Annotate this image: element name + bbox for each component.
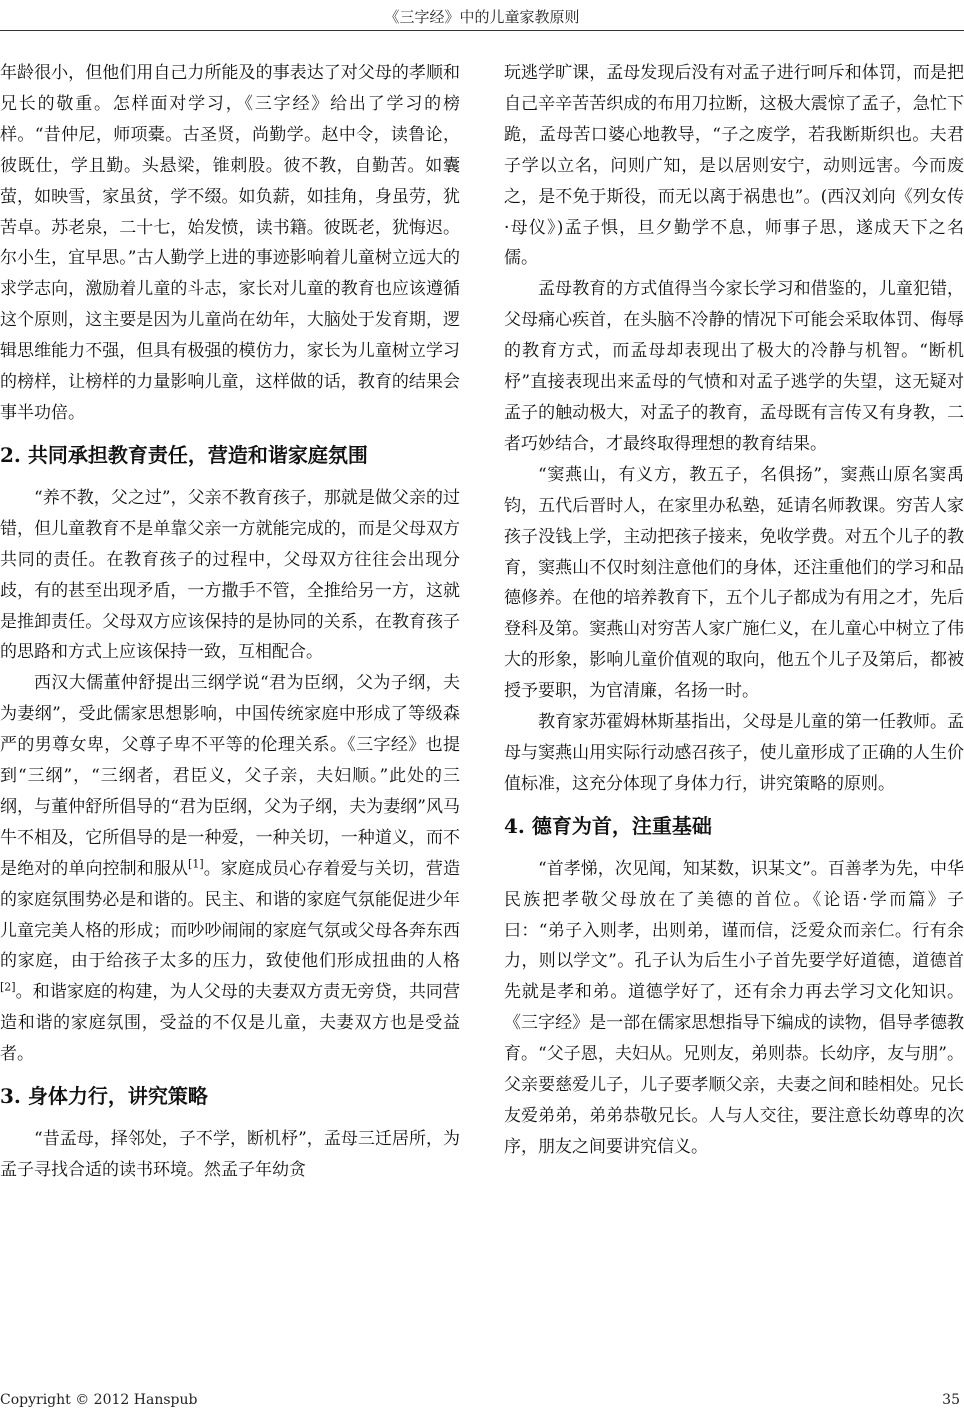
section-number: 3. — [0, 1084, 21, 1109]
copyright-notice: Copyright © 2012 Hanspub — [0, 1392, 198, 1408]
left-column — [0, 58, 460, 1186]
text-run: 。家庭成员心存着爱与关切，营造的家庭氛围势必是和谐的。民主、和谐的家庭气氛能促进少年儿童完美人格的形成；而吵吵闹闹的家庭气氛或父母各奔东西的家庭，由于给孩子太多的压力，致使他们形成扭曲的人格 — [0, 858, 461, 972]
page-number: 35 — [942, 1392, 960, 1408]
citation-ref-1[interactable]: [1] — [188, 857, 204, 871]
citation-ref-2[interactable]: [2] — [0, 980, 16, 994]
section-title: 德育为首，注重基础 — [531, 813, 712, 838]
section-heading-4 — [504, 812, 964, 840]
paragraph: “窦燕山，有义方，教五子，名俱扬”，窦燕山原名窦禹钧，五代后晋时人，在家里办私塾，延请名师教课。穷苦人家孩子没钱上学，主动把孩子接来，免收学费。对五个儿子的教育，窦燕山不仅时刻注意他们的身体，还注重他们的学习和品德修养。在他的培养教育下，五个儿子都成为有用之才，先后登科及第。窦燕山对穷苦人家广施仁义，在儿童心中树立了伟大的形象，影响儿童价值观的取向，他五个儿子及第后，都被授予要职，为官清廉，名扬一时。 — [504, 464, 964, 702]
section-number: 4. — [504, 813, 525, 838]
paragraph: “养不教，父之过”，父亲不教育孩子，那就是做父亲的过错，但儿童教育不是单靠父亲一方就能完成的，而是父母双方共同的责任。在教育孩子的过程中，父母双方往往会出现分歧，有的甚至出现矛盾，一方撒手不管，全推给另一方，这就是推卸责任。父母双方应该保持的是协同的关系，在教育孩子的思路和方式上应该保持一致，互相配合。 — [0, 487, 460, 663]
section-title: 共同承担教育责任，营造和谐家庭氛围 — [27, 442, 368, 467]
paragraph: 教育家苏霍姆林斯基指出，父母是儿童的第一任教师。孟母与窦燕山用实际行动感召孩子，使儿童形成了正确的人生价值标准，这充分体现了身体力行，讲究策略的原则。 — [504, 712, 964, 794]
section-heading-3 — [0, 1082, 460, 1110]
paragraph: “昔孟母，择邻处，子不学，断机杼”，孟母三迁居所，为孟子寻找合适的读书环境。然孟子年幼贪 — [0, 1129, 460, 1180]
right-column — [504, 58, 964, 1163]
header-divider — [0, 30, 964, 31]
paragraph: 孟母教育的方式值得当今家长学习和借鉴的，儿童犯错，父母痛心疾首，在头脑不冷静的情况下可能会采取体罚、侮辱的教育方式，而孟母却表现出了极大的冷静与机智。“断机杼”直接表现出来孟母的气愤和对孟子逃学的失望，这无疑对孟子的触动极大，对孟子的教育，孟母既有言传又有身教，二者巧妙结合，才最终取得理想的教育结果。 — [504, 279, 964, 454]
paragraph: 玩逃学旷课，孟母发现后没有对孟子进行呵斥和体罚，而是把自己辛辛苦苦织成的布用刀拉断，这极大震惊了孟子，急忙下跪，孟母苦口婆心地教导，“子之废学，若我断斯织也。夫君子学以立名，问则广知，是以居则安宁，动则远害。今而废之，是不免于斯役，而无以离于祸患也”。(西汉刘向《列女传·母仪》)孟子惧，旦夕勤学不息，师事子思，遂成天下之名儒。 — [504, 63, 964, 269]
section-number: 2. — [0, 442, 21, 467]
paragraph: “首孝悌，次见闻，知某数，识某文”。百善孝为先，中华民族把孝敬父母放在了美德的首位。《论语·学而篇》子曰：“弟子入则孝，出则弟，谨而信，泛爱众而亲仁。行有余力，则以学文”。孔子认为后生小子首先要学好道德，道德首先就是孝和弟。道德学好了，还有余力再去学习文化知识。《三字经》是一部在儒家思想指导下编成的读物，倡导孝德教育。“父子恩，夫妇从。兄则友，弟则恭。长幼序，友与朋”。父亲要慈爱儿子，儿子要孝顺父亲，夫妻之间和睦相处。兄长友爱弟弟，弟弟恭敬兄长。人与人交往，要注意长幼尊卑的次序，朋友之间要讲究信义。 — [504, 858, 964, 1157]
text-run: 西汉大儒董仲舒提出三纲学说“君为臣纲，父为子纲，夫为妻纲”，受此儒家思想影响，中国传统家庭中形成了等级森严的男尊女卑，父尊子卑不平等的伦理关系。《三字经》也提到“三纲”，“三纲者，君臣义，父子亲，夫妇顺。”此处的三纲，与董仲舒所倡导的“君为臣纲，父为子纲，夫为妻纲”风马牛不相及，它所倡导的是一种爱，一种关切，一种道义，而不是绝对的单向控制和服从 — [0, 673, 460, 879]
section-title: 身体力行，讲究策略 — [27, 1084, 208, 1109]
page-footer — [0, 1392, 964, 1412]
running-header: 《三字经》中的儿童家教原则 — [384, 8, 580, 26]
paragraph-with-citations — [0, 668, 460, 1070]
paragraph: 年龄很小，但他们用自己力所能及的事表达了对父母的孝顺和兄长的敬重。怎样面对学习，《三字经》给出了学习的榜样。“昔仲尼，师项橐。古圣贤，尚勤学。赵中令，读鲁论，彼既仕，学且勤。头悬梁，锥刺股。彼不教，自勤苦。如囊萤，如映雪，家虽贫，学不缀。如负薪，如挂角，身虽劳，犹苦卓。苏老泉，二十七，始发愤，读书籍。彼既老，犹悔迟。尔小生，宜早思。”古人勤学上进的事迹影响着儿童树立远大的求学志向，激励着儿童的斗志，家长对儿童的教育也应该遵循这个原则，这主要是因为儿童尚在幼年，大脑处于发育期，逻辑思维能力不强，但具有极强的模仿力，家长为儿童树立学习的榜样，让榜样的力量影响儿童，这样做的话，教育的结果会事半功倍。 — [0, 63, 460, 423]
section-heading-2 — [0, 441, 460, 469]
text-run: 。和谐家庭的构建，为人父母的夫妻双方责无旁贷，共同营造和谐的家庭氛围，受益的不仅是儿童，夫妻双方也是受益者。 — [0, 982, 460, 1065]
